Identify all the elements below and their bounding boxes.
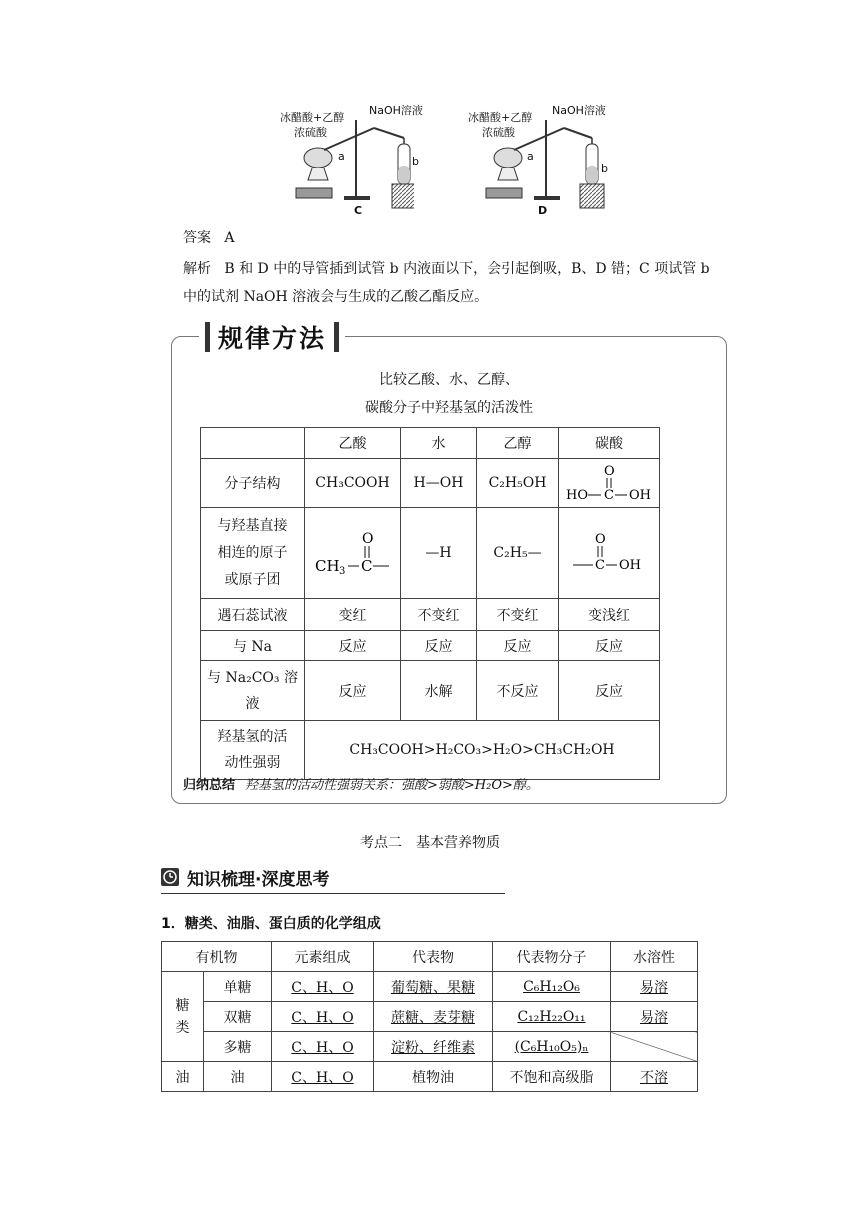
clock-icon — [161, 868, 179, 886]
table-cell: 变红 — [305, 599, 401, 631]
heading-bar-left — [205, 322, 210, 352]
table-header: 元素组成 — [272, 942, 374, 972]
formula-sub3: 3 — [338, 566, 345, 577]
formula-c: C — [595, 558, 605, 573]
row-label — [201, 508, 305, 599]
analysis-text-1: B 和 D 中的导管插到试管 b 内液面以下，会引起倒吸，B、D 错；C 项试管 b — [224, 261, 710, 277]
table-row — [201, 661, 660, 721]
formula-o: O — [361, 531, 373, 547]
row-label-line: 与 Na₂CO₃ 溶 — [207, 669, 298, 686]
table-cell: 油 — [204, 1062, 272, 1092]
answer-label: 答案 — [183, 230, 211, 246]
activity-order-cell: CH₃COOH>H₂CO₃>H₂O>CH₃CH₂OH — [305, 721, 660, 780]
row-label-line: 动性强弱 — [224, 755, 281, 771]
knowledge-header — [161, 861, 505, 894]
carboxyl-group-cell — [559, 508, 660, 599]
table-cell: 反应 — [305, 631, 401, 661]
table-row — [162, 942, 698, 972]
table-cell: C、H、O — [272, 1062, 374, 1092]
table-cell: 单糖 — [204, 972, 272, 1002]
row-label — [201, 661, 305, 721]
method-heading — [199, 319, 345, 355]
table-cell: C₂H₅— — [477, 508, 559, 599]
row-label-line: 羟基氢的活 — [217, 729, 288, 745]
answer-line — [183, 228, 234, 248]
table-cell: C、H、O — [272, 1032, 374, 1062]
table-cell: 多糖 — [204, 1032, 272, 1062]
apparatus-c-a-label: a — [338, 150, 345, 163]
formula-oh: OH — [619, 558, 641, 573]
table-cell: 易溶 — [611, 1002, 698, 1032]
table-cell: 不变红 — [477, 599, 559, 631]
table-header: 乙醇 — [477, 428, 559, 459]
comparison-title-2: 碳酸分子中羟基氢的活泼性 — [365, 400, 533, 416]
analysis-label: 解析 — [183, 261, 211, 277]
table-header: 代表物分子 — [493, 942, 611, 972]
row-label: 与 Na — [201, 631, 305, 661]
carboxyl-group-formula — [569, 531, 649, 575]
table-cell: C₁₂H₂₂O₁₁ — [493, 1002, 611, 1032]
apparatus-d-label-2: 浓硫酸 — [482, 126, 515, 139]
table-cell: 不溶 — [611, 1062, 698, 1092]
table-cell: —H — [401, 508, 477, 599]
apparatus-c-label-1: 冰醋酸+乙醇 — [280, 111, 345, 124]
row-label-line: 相连的原子 — [217, 544, 288, 561]
apparatus-c-b-label: b — [412, 155, 419, 168]
table-cell: 变浅红 — [559, 599, 660, 631]
knowledge-header-title: 知识梳理·深度思考 — [187, 869, 330, 890]
summary-tag: 归纳总结 — [183, 778, 236, 793]
row-label: 分子结构 — [201, 459, 305, 508]
table-cell: 易溶 — [611, 972, 698, 1002]
table-row — [201, 459, 660, 508]
oil-group-label: 油 — [162, 1062, 204, 1092]
table-header: 水溶性 — [611, 942, 698, 972]
table-row — [162, 1002, 698, 1032]
summary-text: 羟基氢的活动性强弱关系：强酸>弱酸>H₂O>醇。 — [245, 778, 539, 793]
formula-oh: OH — [629, 488, 651, 503]
carbonic-structure-cell — [559, 459, 660, 508]
carbonic-acid-formula — [564, 463, 654, 503]
table-cell: (C₆H₁₀O₅)ₙ — [493, 1032, 611, 1062]
table-row — [201, 508, 660, 599]
table-cell: CH₃COOH — [305, 459, 401, 508]
table-cell: 不变红 — [401, 599, 477, 631]
comparison-table — [200, 427, 660, 780]
formula-o: O — [595, 532, 606, 547]
table-row — [201, 721, 660, 780]
table-row — [162, 1062, 698, 1092]
summary-line — [183, 776, 539, 796]
nutrition-table — [161, 941, 698, 1092]
sugar-group-label: 糖类 — [162, 972, 204, 1062]
analysis-line-1 — [183, 259, 710, 279]
apparatus-d-naoh-label: NaOH溶液 — [552, 104, 606, 117]
table-row — [162, 972, 698, 1002]
table-cell: 不饱和高级脂 — [493, 1062, 611, 1092]
table-cell: 反应 — [305, 661, 401, 721]
table-cell: C₂H₅OH — [477, 459, 559, 508]
table-cell: 双糖 — [204, 1002, 272, 1032]
apparatus-d-a-label: a — [527, 150, 534, 163]
subsection-title: 1．糖类、油脂、蛋白质的化学组成 — [161, 916, 381, 932]
heading-bar-right — [334, 322, 339, 352]
row-label-line: 与羟基直接 — [217, 517, 288, 534]
table-cell: 不反应 — [477, 661, 559, 721]
table-header: 代表物 — [374, 942, 493, 972]
row-label — [201, 721, 305, 780]
formula-c: C — [360, 557, 372, 575]
apparatus-c-caption: C — [354, 204, 363, 217]
table-cell: 反应 — [559, 631, 660, 661]
table-cell: 水解 — [401, 661, 477, 721]
apparatus-d-label-1: 冰醋酸+乙醇 — [468, 111, 533, 124]
method-heading-text: 规律方法 — [218, 324, 327, 353]
table-cell: 反应 — [477, 631, 559, 661]
acetyl-group-formula — [313, 529, 393, 577]
table-row — [201, 631, 660, 661]
apparatus-d-caption: D — [538, 204, 548, 217]
table-cell: 淀粉、纤维素 — [374, 1032, 493, 1062]
table-cell: 植物油 — [374, 1062, 493, 1092]
analysis-text-2: 中的试剂 NaOH 溶液会与生成的乙酸乙酯反应。 — [183, 289, 489, 305]
answer-value: A — [224, 230, 235, 246]
table-cell: C、H、O — [272, 1002, 374, 1032]
apparatus-c-label-2: 浓硫酸 — [294, 126, 327, 139]
acetyl-group-cell — [305, 508, 401, 599]
apparatus-figure-d — [464, 100, 614, 220]
formula-o: O — [604, 464, 615, 479]
table-header: 乙酸 — [305, 428, 401, 459]
row-label-line: 液 — [245, 695, 260, 712]
table-cell: 反应 — [559, 661, 660, 721]
formula-ho: HO — [566, 488, 588, 503]
table-row — [162, 1032, 698, 1062]
apparatus-figure-c — [274, 100, 423, 220]
apparatus-c-naoh-label: NaOH溶液 — [369, 104, 423, 117]
apparatus-d-b-label: b — [601, 162, 608, 175]
table-cell: C₆H₁₂O₆ — [493, 972, 611, 1002]
formula-ch: CH — [314, 557, 340, 575]
table-header: 有机物 — [162, 942, 272, 972]
row-label-line: 或原子团 — [224, 571, 281, 588]
table-header: 水 — [401, 428, 477, 459]
table-cell — [201, 428, 305, 459]
row-label: 遇石蕊试液 — [201, 599, 305, 631]
table-cell: 反应 — [401, 631, 477, 661]
formula-c: C — [604, 488, 614, 503]
table-header: 碳酸 — [559, 428, 660, 459]
table-cell: 葡萄糖、果糖 — [374, 972, 493, 1002]
table-row — [201, 599, 660, 631]
table-cell: 蔗糖、麦芽糖 — [374, 1002, 493, 1032]
comparison-title-1: 比较乙酸、水、乙醇、 — [379, 372, 519, 388]
section-title: 考点二 基本营养物质 — [360, 835, 500, 851]
diagonal-empty-cell — [611, 1032, 698, 1062]
table-cell: H—OH — [401, 459, 477, 508]
table-cell: C、H、O — [272, 972, 374, 1002]
table-row — [201, 428, 660, 459]
